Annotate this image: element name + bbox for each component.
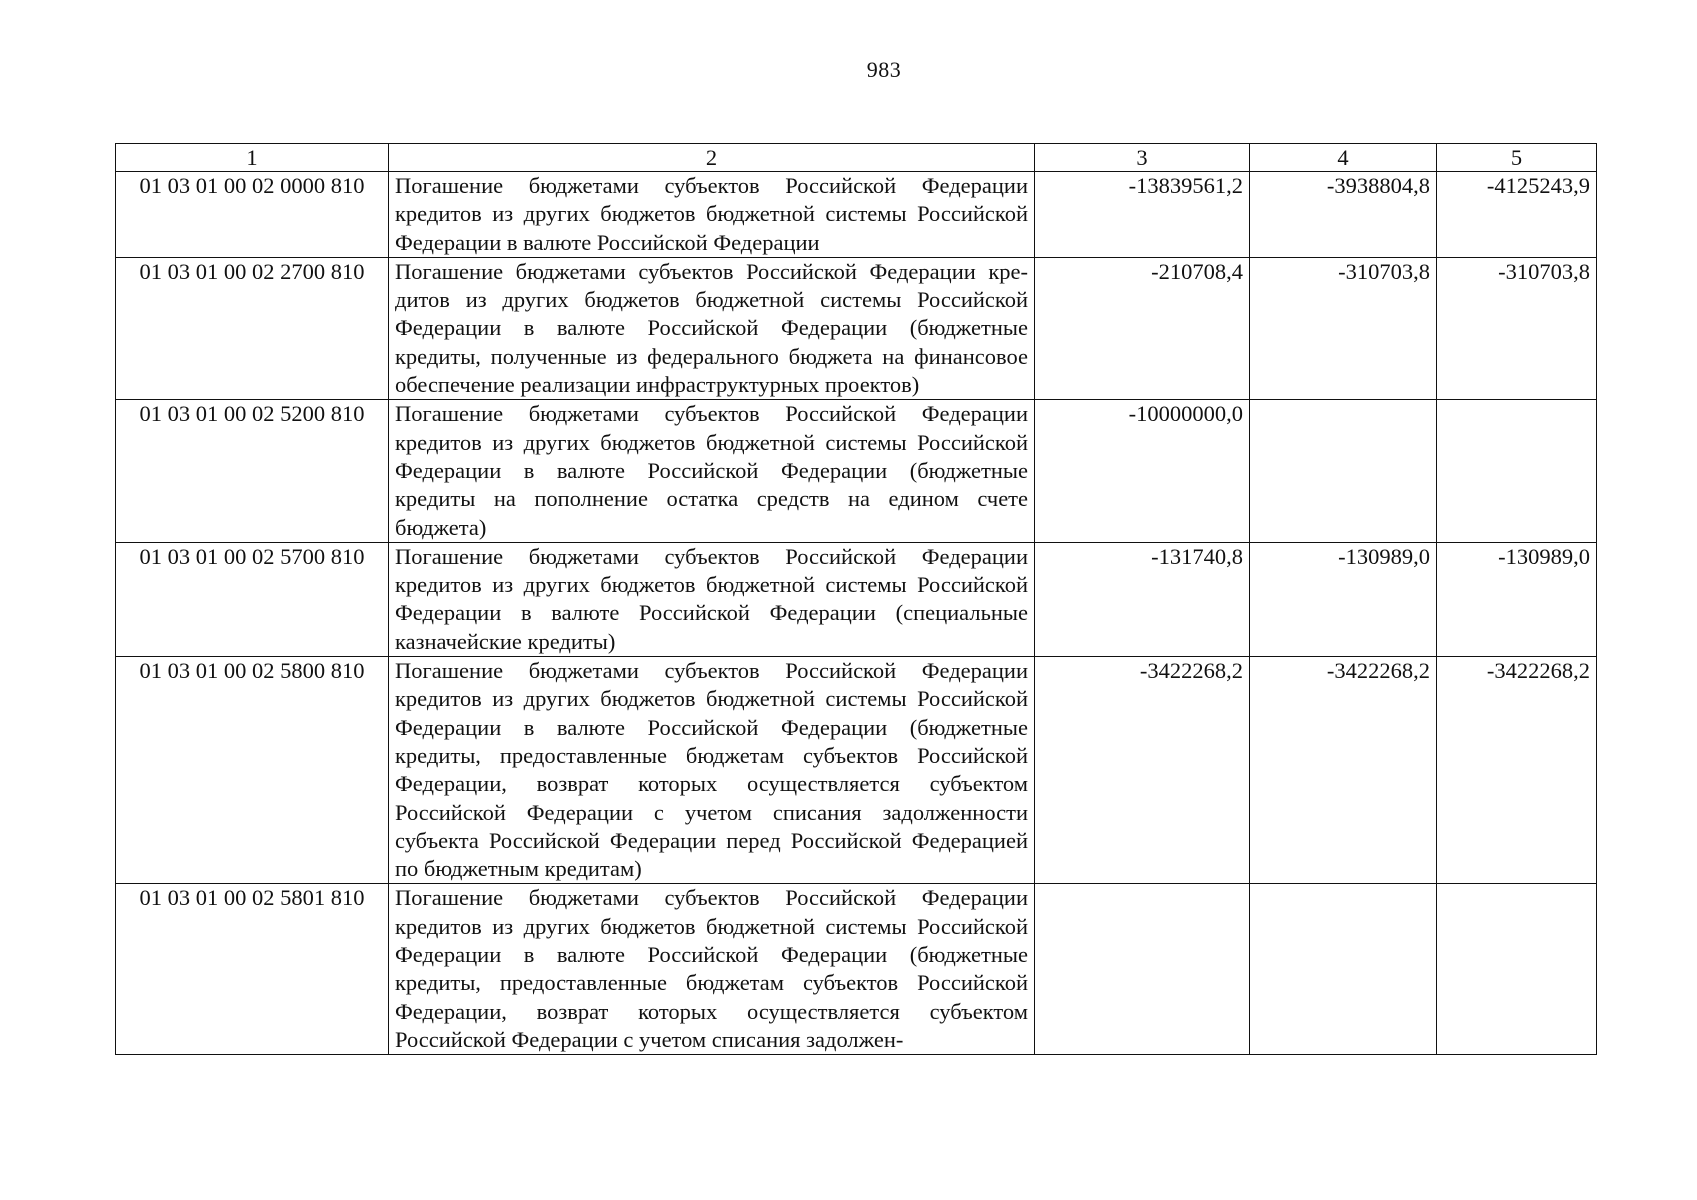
amount-col4-cell: -3422268,2 <box>1250 657 1437 884</box>
budget-code-cell: 01 03 01 00 02 0000 810 <box>116 172 389 258</box>
amount-col4-cell: -3938804,8 <box>1250 172 1437 258</box>
table-row <box>116 657 1597 884</box>
budget-code-cell: 01 03 01 00 02 5700 810 <box>116 542 389 656</box>
column-header-4: 4 <box>1250 144 1437 172</box>
budget-code-cell: 01 03 01 00 02 5200 810 <box>116 400 389 542</box>
description-cell: Погашение бюджетами субъектов Российской Федерации кредитов из других бюджетов бюджетной системы Российской Федерации в валюте Российской Федерации <box>389 172 1035 258</box>
column-header-2: 2 <box>389 144 1035 172</box>
amount-col3-cell: -131740,8 <box>1035 542 1250 656</box>
amount-col3-cell: -13839561,2 <box>1035 172 1250 258</box>
table-row <box>116 400 1597 542</box>
table-row <box>116 257 1597 399</box>
page-number: 983 <box>866 57 902 82</box>
amount-col5-cell: -3422268,2 <box>1437 657 1597 884</box>
column-header-3: 3 <box>1035 144 1250 172</box>
table-row <box>116 542 1597 656</box>
amount-col3-cell <box>1035 884 1250 1055</box>
description-cell: Погашение бюджетами субъектов Российской Федерации кредитов из других бюджетов бюджетной системы Российской Федерации в валюте Российской Федерации (бюджетные кредиты, предоставленные бюджетам субъектов Российской Федерации, возврат которых осуществляется субъектом Российской Федерации с учетом списания задолжен- <box>389 884 1035 1055</box>
amount-col5-cell: -4125243,9 <box>1437 172 1597 258</box>
amount-col4-cell: -310703,8 <box>1250 257 1437 399</box>
amount-col4-cell <box>1250 884 1437 1055</box>
description-cell: Погашение бюджетами субъектов Российской Федерации кредитов из других бюджетов бюджетной системы Российской Федерации в валюте Российской Федерации (бюджетные кредиты на пополнение остатка средств на едином счете бюджета) <box>389 400 1035 542</box>
amount-col5-cell <box>1437 400 1597 542</box>
description-cell: Погашение бюджетами субъектов Российской Федерации кредитов из других бюджетов бюджетной системы Российской Федерации в валюте Российской Федерации (бюджетные кредиты, полученные из федерального бюджета на финансовое обеспечение реализации инфраструктурных проектов) <box>389 257 1035 399</box>
description-cell: Погашение бюджетами субъектов Российской Федерации кредитов из других бюджетов бюджетной системы Российской Федерации в валюте Российской Федерации (специальные казначейские кредиты) <box>389 542 1035 656</box>
budget-sources-table <box>115 143 1597 1055</box>
budget-code-cell: 01 03 01 00 02 5801 810 <box>116 884 389 1055</box>
budget-code-cell: 01 03 01 00 02 5800 810 <box>116 657 389 884</box>
amount-col4-cell <box>1250 400 1437 542</box>
table-row <box>116 884 1597 1055</box>
amount-col4-cell: -130989,0 <box>1250 542 1437 656</box>
table-row <box>116 172 1597 258</box>
amount-col5-cell: -130989,0 <box>1437 542 1597 656</box>
amount-col5-cell: -310703,8 <box>1437 257 1597 399</box>
description-cell: Погашение бюджетами субъектов Российской Федерации кредитов из других бюджетов бюджетной системы Российской Федерации в валюте Российской Федерации (бюджетные кредиты, предоставленные бюджетам субъектов Российской Федерации, возврат которых осуществляется субъектом Российской Федерации с учетом списания задолженности субъекта Российской Федерации перед Российской Федерацией по бюджетным кредитам) <box>389 657 1035 884</box>
budget-code-cell: 01 03 01 00 02 2700 810 <box>116 257 389 399</box>
column-header-1: 1 <box>116 144 389 172</box>
table-header-row <box>116 144 1597 172</box>
amount-col5-cell <box>1437 884 1597 1055</box>
amount-col3-cell: -210708,4 <box>1035 257 1250 399</box>
column-header-5: 5 <box>1437 144 1597 172</box>
amount-col3-cell: -10000000,0 <box>1035 400 1250 542</box>
amount-col3-cell: -3422268,2 <box>1035 657 1250 884</box>
